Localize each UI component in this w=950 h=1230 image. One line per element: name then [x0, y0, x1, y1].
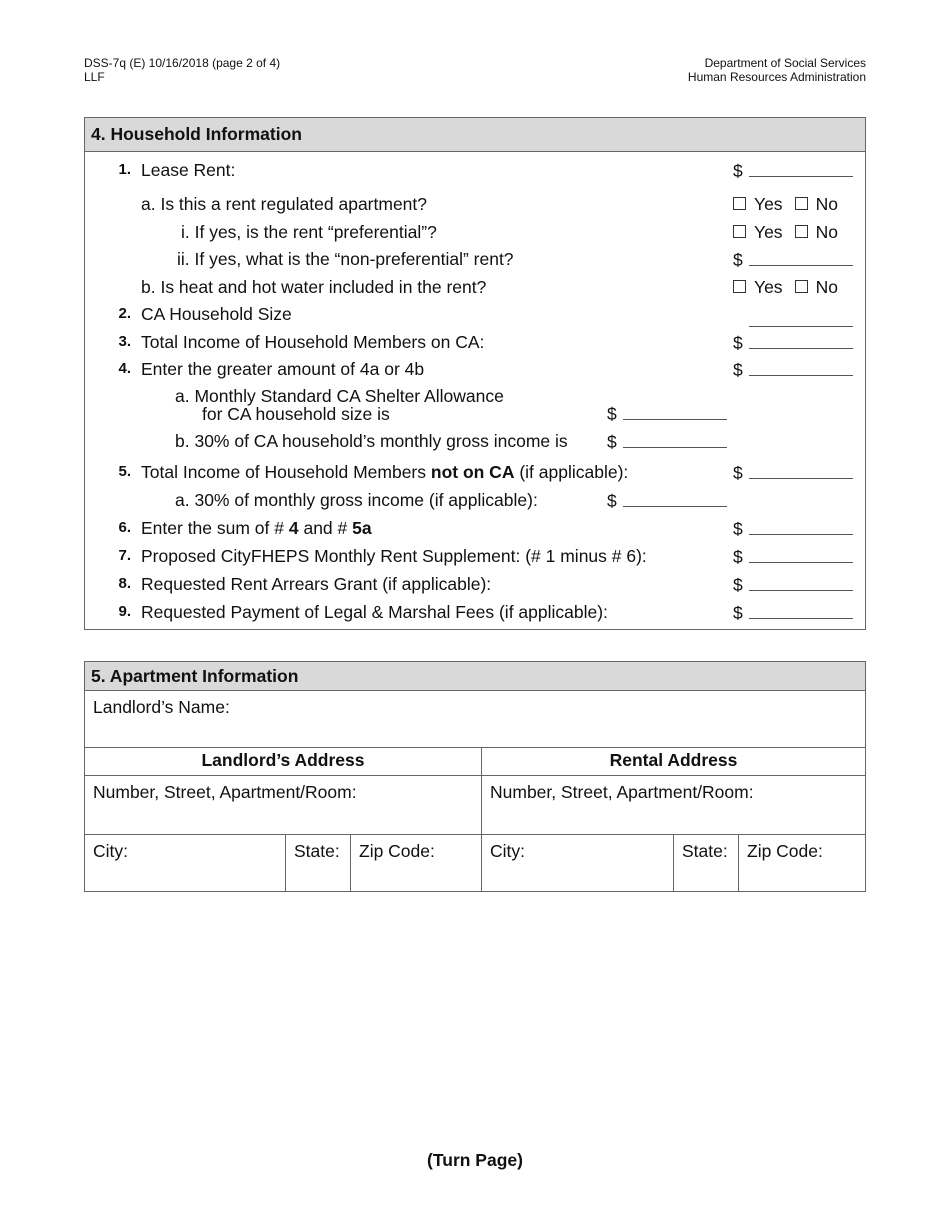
form-header-left: [84, 56, 280, 84]
landlord-address-header: Landlord’s Address: [85, 747, 481, 775]
landlord-zip-field[interactable]: Zip Code:: [350, 834, 481, 892]
landlord-state-field[interactable]: State:: [285, 834, 350, 892]
rental-state-field[interactable]: State:: [673, 834, 738, 892]
rent-regulated-yes-checkbox[interactable]: [733, 197, 746, 210]
section-title: 5. Apartment Information: [85, 662, 865, 691]
non-preferential-rent-field[interactable]: [749, 249, 853, 266]
form-header-right: [688, 56, 866, 84]
form-id: DSS-7q (E) 10/16/2018 (page 2 of 4): [84, 56, 281, 70]
section-title: 4. Household Information: [85, 118, 865, 152]
landlord-city-field[interactable]: City:: [85, 834, 285, 892]
landlord-street-field[interactable]: Number, Street, Apartment/Room:: [85, 775, 481, 834]
landlord-name-field[interactable]: Landlord’s Name:: [93, 697, 230, 717]
rental-city-field[interactable]: City:: [481, 834, 673, 892]
apartment-information-section: [84, 661, 866, 892]
household-information-section: 4. Household Information 1. Lease Rent: $ a. Is this a rent regulated apartment? Yes No i. If yes, is the rent “preferential”? Yes No ii. If yes, what is the “non-preferential” rent? $ b. Is heat and hot water included in the rent? Yes No 2. CA Household Size 3. Total Income of Household Members on CA: $ 4. Enter the greater amount of 4a or 4b $ a. Monthly Standard CA Shelter Allowance for CA household size is $ b. 30% of CA household’s monthly gross income is $ 5. Total Income of Household Members not on CA (if applicable): $ a. 30% of monthly gross income (if applicable): $ 6. Enter the sum of # 4 and # 5a $ 7. Proposed CityFHEPS Monthly Rent Supplement: (# 1 minus # 6): $ 8. Requested Rent Arrears Grant (if applicable): $ 9. Requested Payment of Legal & Marshal Fees (if applicable): $: [84, 117, 866, 630]
greater-amount-field[interactable]: [749, 359, 853, 376]
rental-zip-field[interactable]: Zip Code:: [738, 834, 865, 892]
household-size-field[interactable]: [749, 310, 853, 327]
form-code: LLF: [84, 70, 105, 84]
preferential-no-checkbox[interactable]: [795, 225, 808, 238]
thirty-percent-gross-field[interactable]: [623, 490, 727, 507]
department-name: Department of Social Services: [704, 56, 866, 70]
turn-page-note: (Turn Page): [427, 1150, 523, 1170]
rent-regulated-no-checkbox[interactable]: [795, 197, 808, 210]
heat-included-no-checkbox[interactable]: [795, 280, 808, 293]
lease-rent-field[interactable]: [749, 160, 853, 177]
rent-arrears-field[interactable]: [749, 574, 853, 591]
administration-name: Human Resources Administration: [687, 70, 866, 84]
thirty-percent-ca-field[interactable]: [623, 431, 727, 448]
shelter-allowance-field[interactable]: [623, 403, 727, 420]
legal-fees-field[interactable]: [749, 602, 853, 619]
heat-included-yes-checkbox[interactable]: [733, 280, 746, 293]
income-not-on-ca-field[interactable]: [749, 462, 853, 479]
preferential-yes-checkbox[interactable]: [733, 225, 746, 238]
rental-address-header: Rental Address: [481, 747, 865, 775]
rent-supplement-field[interactable]: [749, 546, 853, 563]
income-on-ca-field[interactable]: [749, 332, 853, 349]
sum-field[interactable]: [749, 518, 853, 535]
rental-street-field[interactable]: Number, Street, Apartment/Room:: [481, 775, 865, 834]
